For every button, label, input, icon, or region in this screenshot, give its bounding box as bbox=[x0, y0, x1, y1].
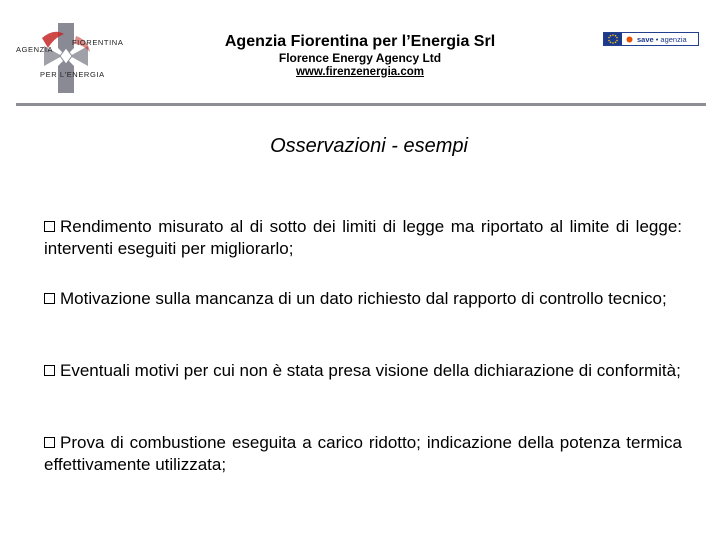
agency-logo-mark bbox=[14, 18, 124, 98]
bullet-text: Eventuali motivi per cui non è stata presa visione della dichiarazione di conformità; bbox=[60, 361, 681, 380]
bullet-item bbox=[44, 288, 682, 310]
organization-name-it: Agenzia Fiorentina per l’Energia Srl bbox=[224, 33, 496, 50]
organization-name-en: Florence Energy Agency Ltd bbox=[278, 51, 442, 66]
bullet-text: Rendimento misurato al di sotto dei limiti di legge ma riportato al limite di legge: interventi eseguiti per migliorarlo; bbox=[44, 217, 682, 258]
save-tagline: • agenzia bbox=[655, 34, 687, 44]
bullet-text: Prova di combustione eseguita a carico ridotto; indicazione della potenza termica effettivamente utilizzata; bbox=[44, 433, 682, 474]
logo-text-per-energia: PER L'ENERGIA bbox=[40, 70, 105, 79]
save-partner-logo bbox=[603, 32, 699, 46]
slide-title: Osservazioni - esempi bbox=[270, 135, 468, 157]
save-brand: save bbox=[637, 34, 654, 44]
bullet-item bbox=[44, 360, 682, 382]
save-agenzia-label bbox=[622, 33, 698, 45]
logo-text-fiorentina: FIORENTINA bbox=[72, 38, 124, 47]
bullet-item bbox=[44, 432, 682, 476]
agency-logo bbox=[14, 18, 124, 98]
checkbox-bullet-icon bbox=[44, 293, 55, 304]
logo-text-agenzia: AGENZIA bbox=[16, 45, 54, 54]
header-divider bbox=[16, 103, 706, 106]
eu-flag-icon bbox=[604, 33, 622, 45]
checkbox-bullet-icon bbox=[44, 365, 55, 376]
checkbox-bullet-icon bbox=[44, 221, 55, 232]
organization-header bbox=[180, 32, 540, 79]
bullet-text: Motivazione sulla mancanza di un dato richiesto dal rapporto di controllo tecnico; bbox=[60, 289, 667, 308]
sun-icon bbox=[625, 35, 634, 44]
bullet-item bbox=[44, 216, 682, 260]
checkbox-bullet-icon bbox=[44, 437, 55, 448]
website-link[interactable]: www.firenzenergia.com bbox=[295, 65, 425, 78]
